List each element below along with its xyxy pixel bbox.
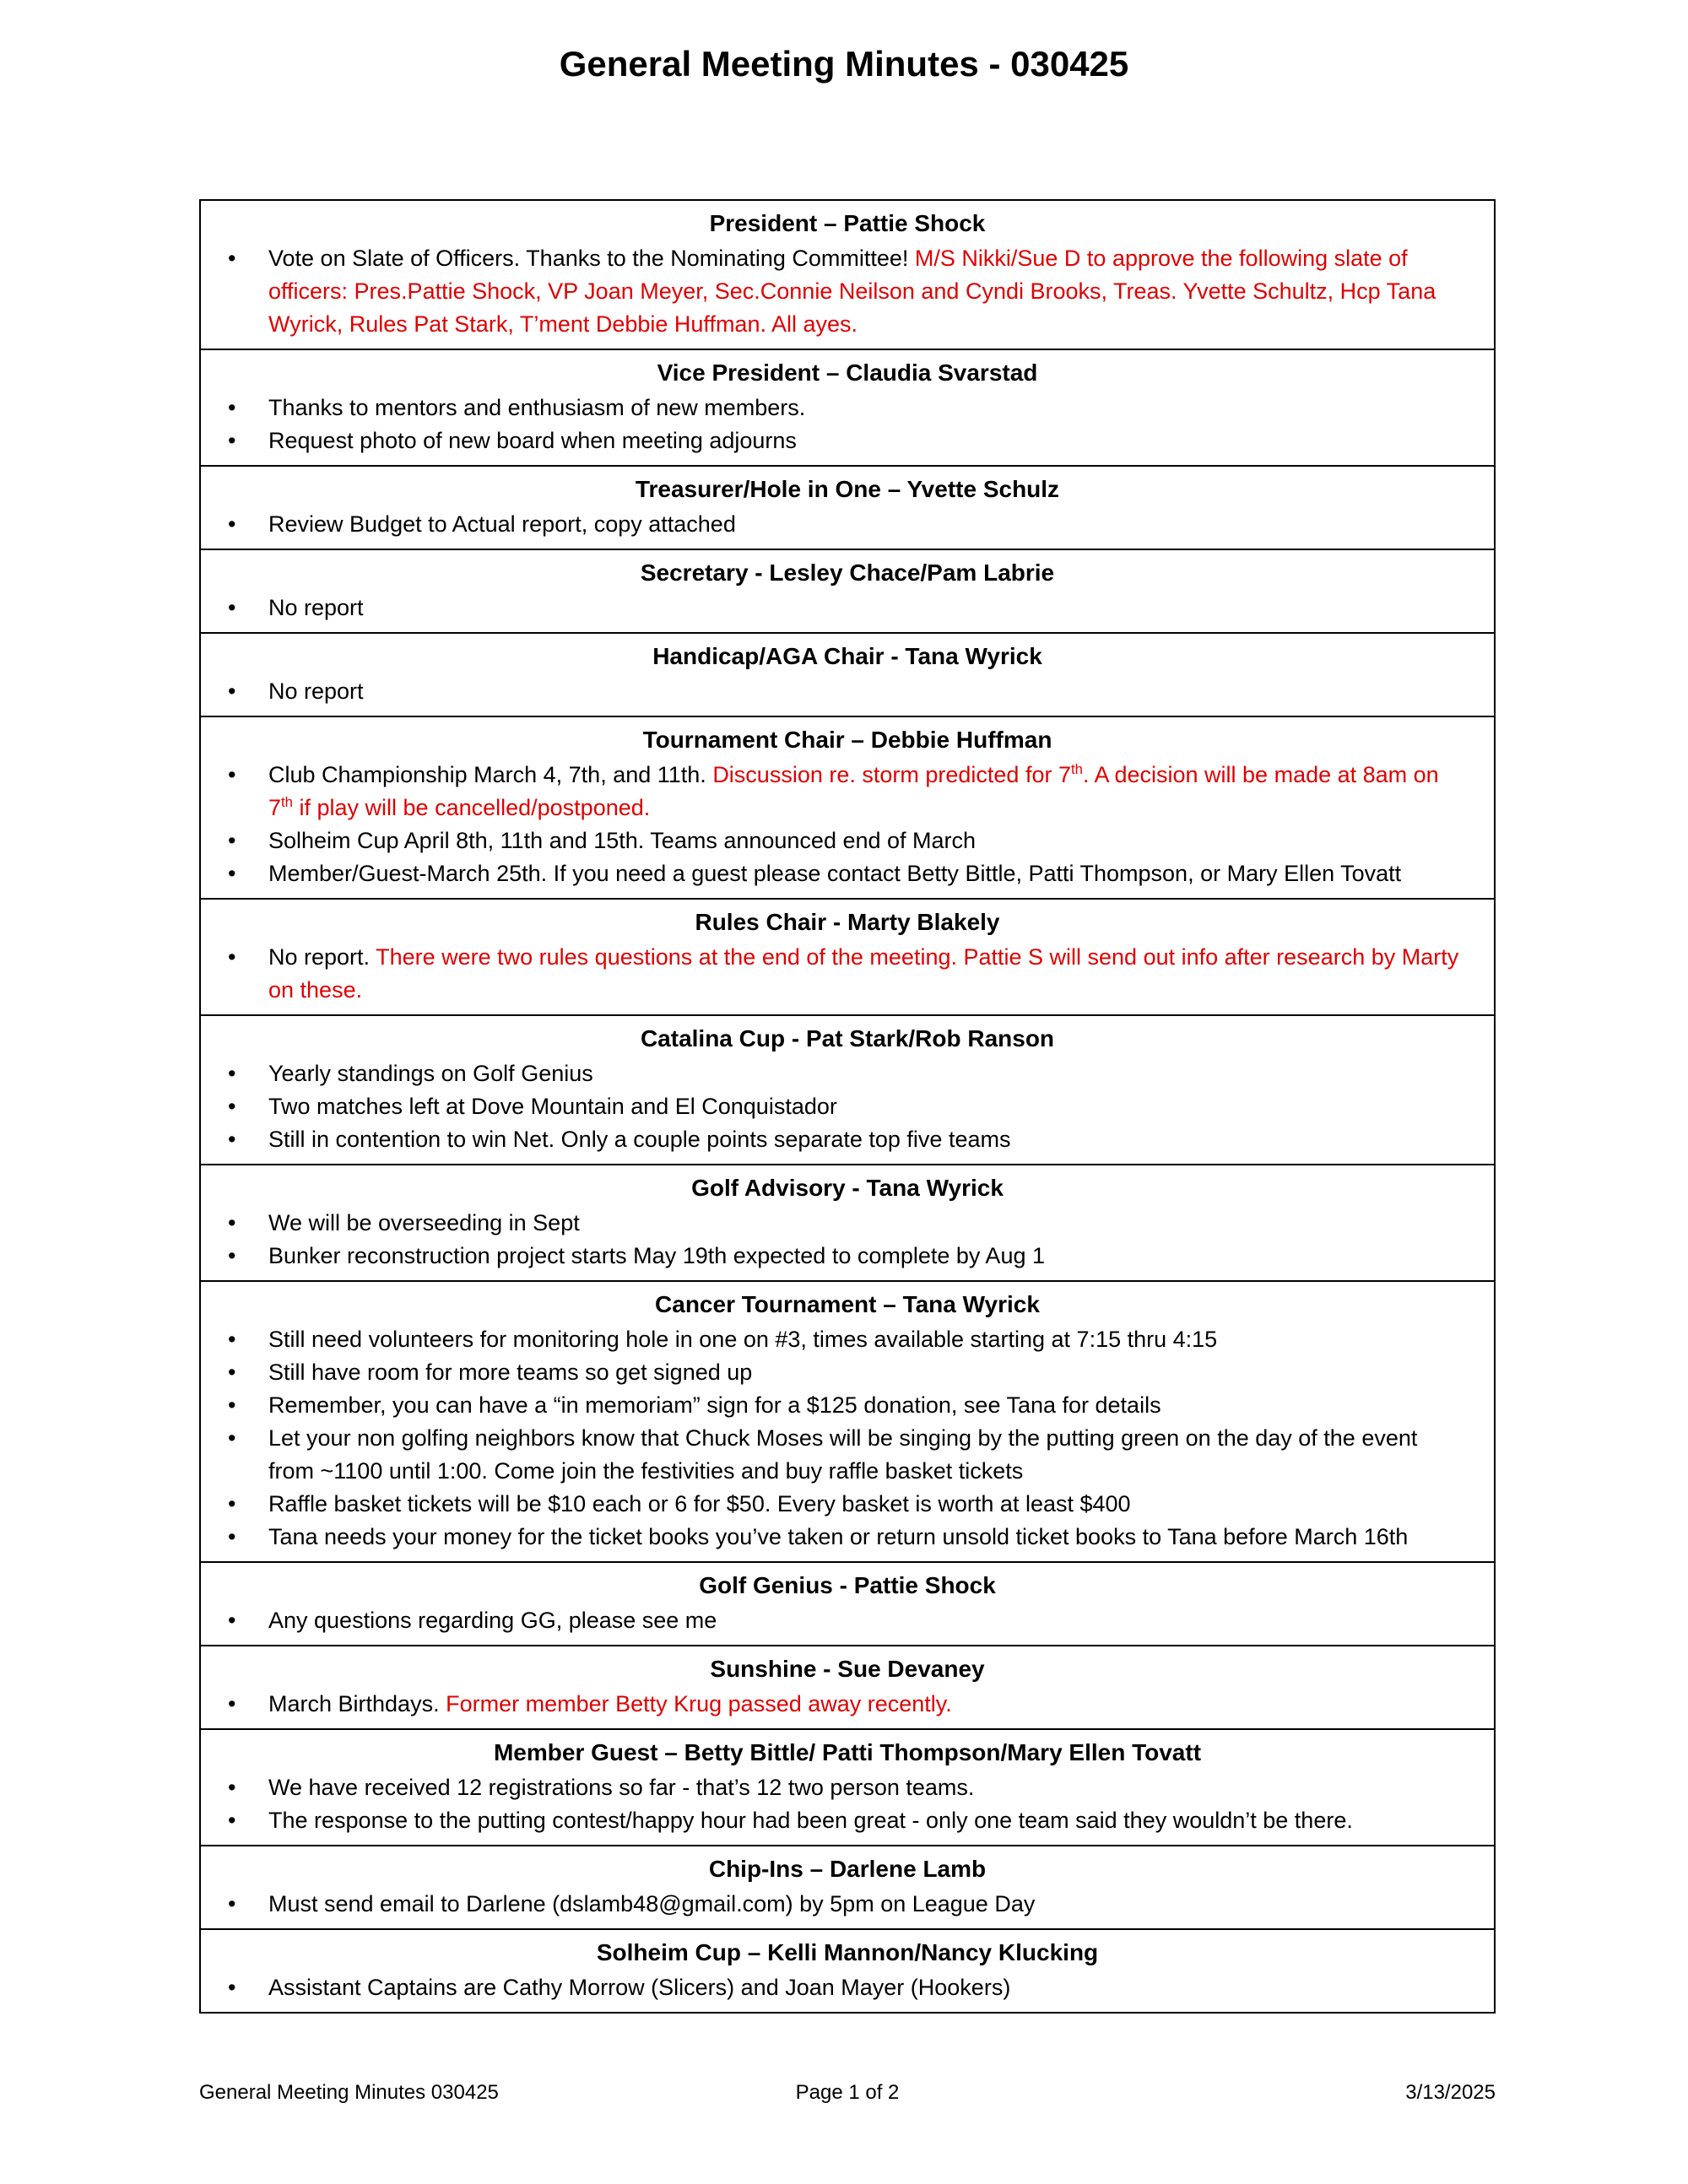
bullet-item <box>201 675 1465 708</box>
text-segment: Tana needs your money for the ticket books you’ve taken or return unsold ticket books to Tana before March 16th <box>268 1524 1409 1549</box>
red-text-segment: Discussion re. storm predicted for 7 <box>712 762 1071 787</box>
text-segment: Still have room for more teams so get signed up <box>268 1360 753 1385</box>
bullet-item <box>201 424 1465 457</box>
text-segment: Yearly standings on Golf Genius <box>268 1061 593 1086</box>
text-segment: No report. <box>268 944 376 970</box>
section-bullets <box>201 240 1494 349</box>
section-bullets <box>201 1885 1494 1928</box>
text-segment: March Birthdays. <box>268 1691 446 1716</box>
section-bullets <box>201 938 1494 1014</box>
text-segment: Assistant Captains are Cathy Morrow (Slicers) and Joan Mayer (Hookers) <box>268 1975 1011 2000</box>
minutes-section <box>201 1928 1494 2012</box>
text-segment: Raffle basket tickets will be $10 each or 6 for $50. Every basket is worth at least $400 <box>268 1491 1131 1516</box>
section-title: Handicap/AGA Chair - Tana Wyrick <box>652 643 1042 669</box>
bullet-item <box>201 857 1465 890</box>
text-segment: Member/Guest-March 25th. If you need a guest please contact Betty Bittle, Patti Thompson, or Mary Ellen Tovatt <box>268 861 1402 886</box>
section-title: Golf Advisory - Tana Wyrick <box>691 1175 1004 1201</box>
document-title: General Meeting Minutes - 030425 <box>559 44 1129 84</box>
bullet-item <box>201 392 1465 424</box>
text-segment: Still in contention to win Net. Only a couple points separate top five teams <box>268 1127 1011 1152</box>
text-segment: The response to the putting contest/happy hour had been great - only one team said they wouldn’t be there. <box>268 1808 1353 1833</box>
section-bullets <box>201 505 1494 549</box>
red-text-segment: Former member Betty Krug passed away recently. <box>446 1691 952 1716</box>
minutes-section <box>201 465 1494 549</box>
minutes-section <box>201 1561 1494 1645</box>
section-bullets <box>201 1602 1494 1645</box>
bullet-item <box>201 941 1465 1007</box>
minutes-section <box>201 349 1494 465</box>
bullet-item <box>201 1389 1465 1422</box>
red-text-segment: . A decision will be made at 8am on 7 <box>268 762 1439 820</box>
section-bullets <box>201 756 1494 898</box>
text-segment: Remember, you can have a “in memoriam” sign for a $125 donation, see Tana for details <box>268 1392 1161 1418</box>
bullet-item <box>201 1888 1465 1921</box>
bullet-item <box>201 1771 1465 1804</box>
section-bullets <box>201 389 1494 465</box>
minutes-section <box>201 1280 1494 1561</box>
section-title: President – Pattie Shock <box>709 210 986 236</box>
bullet-item <box>201 1057 1465 1090</box>
bullet-item <box>201 1688 1465 1721</box>
bullet-item <box>201 1804 1465 1837</box>
text-segment: Must send email to Darlene (dslamb48@gmail.com) by 5pm on League Day <box>268 1891 1036 1916</box>
minutes-section <box>201 1645 1494 1728</box>
bullet-item <box>201 1422 1465 1488</box>
text-segment: Still need volunteers for monitoring hole in one on #3, times available starting at 7:15 thru 4:15 <box>268 1327 1218 1352</box>
text-segment: Review Budget to Actual report, copy attached <box>268 511 736 537</box>
section-bullets <box>201 673 1494 716</box>
bullet-item <box>201 1521 1465 1554</box>
text-segment: Bunker reconstruction project starts May 19th expected to complete by Aug 1 <box>268 1243 1045 1268</box>
section-title: Secretary - Lesley Chace/Pam Labrie <box>640 560 1055 586</box>
section-title: Treasurer/Hole in One – Yvette Schulz <box>635 476 1060 502</box>
minutes-section <box>201 1164 1494 1280</box>
bullet-item <box>201 824 1465 857</box>
red-text-segment: if play will be cancelled/postponed. <box>293 795 651 820</box>
section-bullets <box>201 589 1494 632</box>
text-segment: Solheim Cup April 8th, 11th and 15th. Teams announced end of March <box>268 828 977 853</box>
text-segment: Let your non golfing neighbors know that Chuck Moses will be singing by the putting green on the day of the event from ~1100 until 1:00. Come join the festivities and buy raffle basket tickets <box>268 1425 1418 1484</box>
minutes-section <box>201 1014 1494 1164</box>
bullet-item <box>201 1207 1465 1240</box>
section-bullets <box>201 1769 1494 1845</box>
text-segment: Any questions regarding GG, please see me <box>268 1608 717 1633</box>
bullet-item <box>201 1323 1465 1356</box>
bullet-item <box>201 508 1465 541</box>
bullet-item <box>201 1090 1465 1123</box>
minutes-section <box>201 1845 1494 1928</box>
section-title: Tournament Chair – Debbie Huffman <box>642 727 1052 753</box>
footer-date: 3/13/2025 <box>1405 2081 1496 2104</box>
section-title: Golf Genius - Pattie Shock <box>699 1572 996 1598</box>
bullet-item <box>201 1123 1465 1156</box>
bullet-item <box>201 1604 1465 1637</box>
text-segment: Club Championship March 4, 7th, and 11th. <box>268 762 713 787</box>
bullet-item <box>201 592 1465 624</box>
section-bullets <box>201 1685 1494 1728</box>
section-title: Chip-Ins – Darlene Lamb <box>708 1856 987 1882</box>
section-bullets <box>201 1321 1494 1561</box>
text-segment: Request photo of new board when meeting adjourns <box>268 428 797 453</box>
bullet-item <box>201 759 1465 824</box>
minutes-table <box>199 199 1496 2014</box>
bullet-item <box>201 1971 1465 2004</box>
text-segment: Vote on Slate of Officers. Thanks to the Nominating Committee! <box>268 246 915 271</box>
footer-document-name: General Meeting Minutes 030425 <box>199 2081 499 2104</box>
section-bullets <box>201 1055 1494 1164</box>
footer-page-number: Page 1 of 2 <box>795 2081 900 2104</box>
section-title: Sunshine - Sue Devaney <box>710 1656 985 1682</box>
red-text-segment: There were two rules questions at the end of the meeting. Pattie S will send out info after research by Marty on these. <box>268 944 1459 1003</box>
red-text-segment: th <box>1070 761 1083 777</box>
red-text-segment: M/S Nikki/Sue D to approve the following slate of officers: Pres.Pattie Shock, VP Joan Meyer, Sec.Connie Neilson and Cyndi Brooks, Treas. Yvette Schultz, Hcp Tana Wyrick, Rules Pat Stark, T’ment Debbie Huffman. All ayes. <box>268 246 1436 337</box>
section-title: Cancer Tournament – Tana Wyrick <box>655 1291 1040 1317</box>
text-segment: Thanks to mentors and enthusiasm of new members. <box>268 395 806 420</box>
minutes-section <box>201 1728 1494 1845</box>
section-bullets <box>201 1204 1494 1280</box>
section-title: Vice President – Claudia Svarstad <box>657 359 1038 386</box>
minutes-section <box>201 716 1494 898</box>
section-title: Member Guest – Betty Bittle/ Patti Thompson/Mary Ellen Tovatt <box>493 1739 1202 1765</box>
bullet-item <box>201 1240 1465 1273</box>
text-segment: No report <box>268 678 364 704</box>
page-footer <box>199 2081 1496 2105</box>
text-segment: We have received 12 registrations so far - that’s 12 two person teams. <box>268 1775 975 1800</box>
minutes-section <box>201 632 1494 716</box>
red-text-segment: th <box>281 794 293 810</box>
bullet-item <box>201 1488 1465 1521</box>
text-segment: Two matches left at Dove Mountain and El Conquistador <box>268 1094 837 1119</box>
section-bullets <box>201 1969 1494 2012</box>
section-title: Catalina Cup - Pat Stark/Rob Ranson <box>640 1025 1055 1051</box>
bullet-item <box>201 242 1465 341</box>
bullet-item <box>201 1356 1465 1389</box>
minutes-section <box>201 549 1494 632</box>
minutes-section <box>201 201 1494 349</box>
text-segment: No report <box>268 595 364 620</box>
text-segment: We will be overseeding in Sept <box>268 1210 580 1235</box>
section-title: Rules Chair - Marty Blakely <box>695 909 1000 935</box>
minutes-section <box>201 898 1494 1014</box>
section-title: Solheim Cup – Kelli Mannon/Nancy Klucking <box>596 1939 1099 1965</box>
